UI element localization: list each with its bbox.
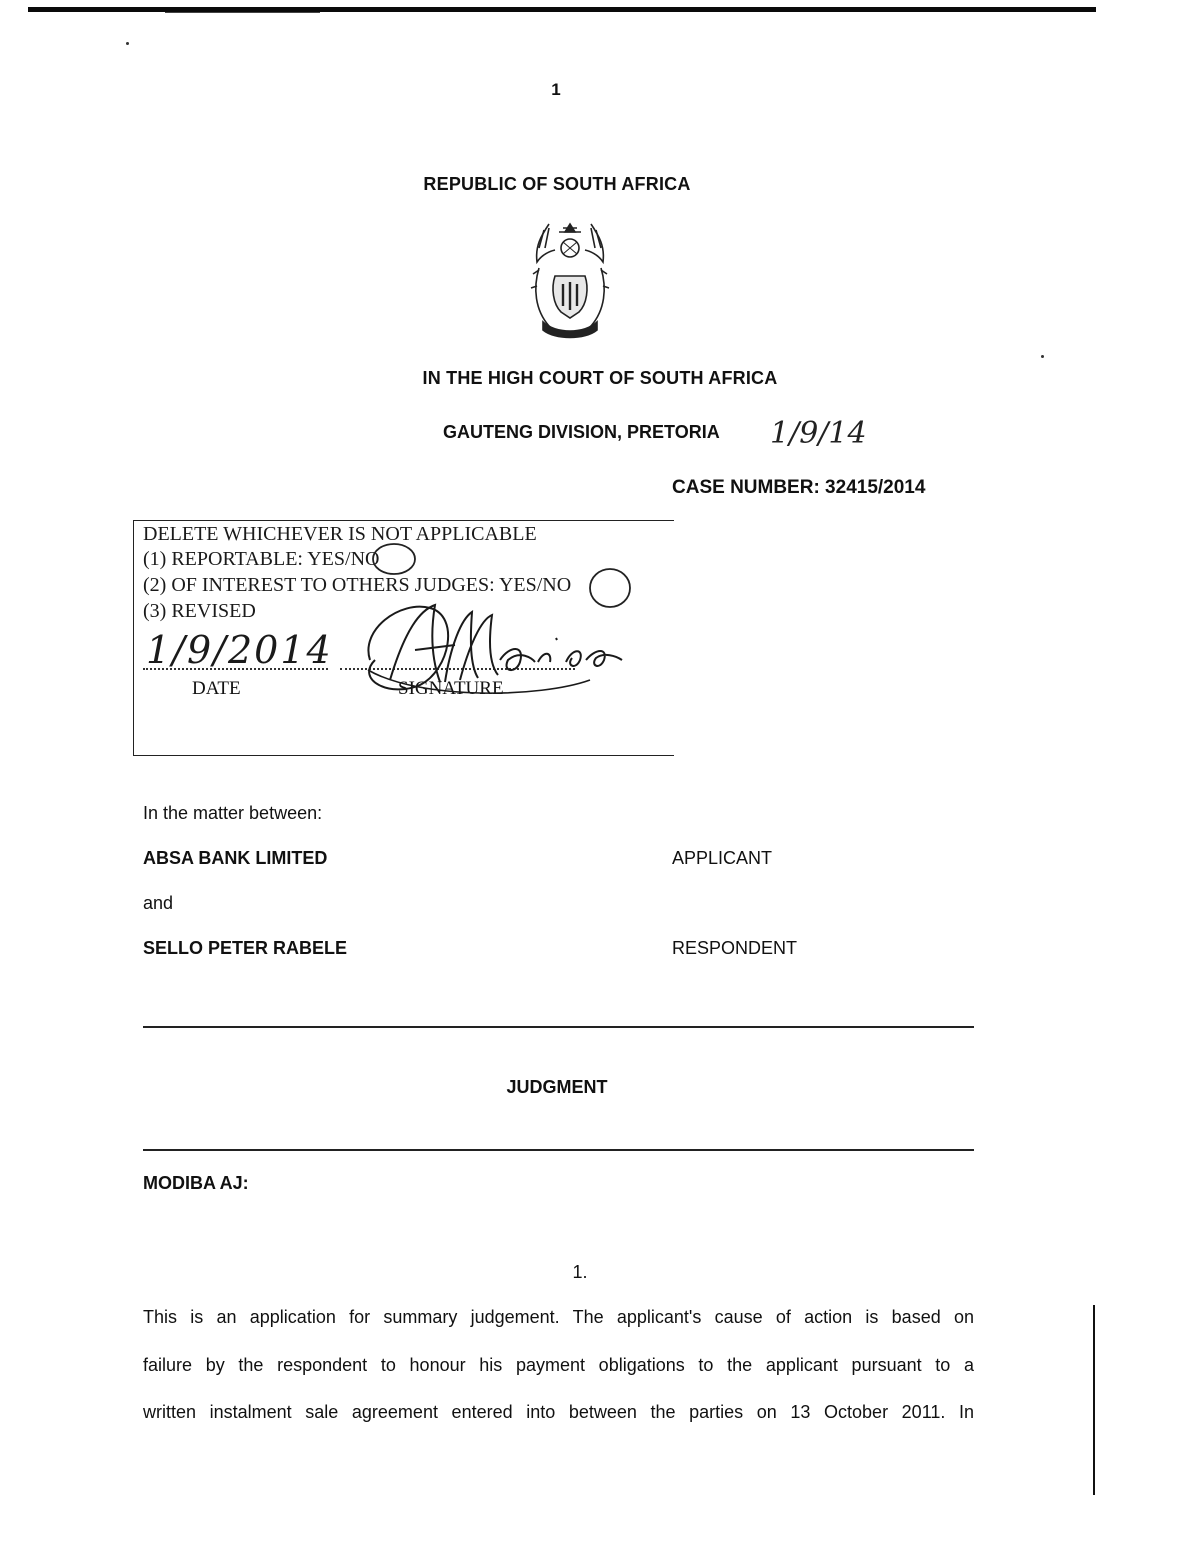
date-label: DATE — [192, 678, 241, 699]
notice-item-revised: (3) REVISED — [143, 600, 256, 622]
respondent-role: RESPONDENT — [672, 938, 798, 958]
judgment-top-rule — [143, 1026, 974, 1028]
respondent-name: SELLO PETER RABELE — [143, 938, 348, 958]
division-heading: GAUTENG DIVISION, PRETORIA — [443, 422, 720, 442]
applicant-name: ABSA BANK LIMITED — [143, 848, 328, 868]
paragraph-line: This is an application for summary judgement. The applicant's cause of action is based on — [143, 1307, 974, 1327]
matter-intro: In the matter between: — [143, 803, 323, 823]
scan-speck — [126, 42, 129, 45]
paragraph-line: failure by the respondent to honour his payment obligations to the applicant pursuant to a — [143, 1355, 974, 1375]
republic-heading: REPUBLIC OF SOUTH AFRICA — [423, 174, 691, 194]
top-border-thin-rule — [165, 12, 320, 13]
date-dotted-line — [143, 668, 328, 670]
scan-margin-mark — [1093, 1305, 1095, 1495]
handwritten-signature — [360, 590, 640, 705]
notice-heading: DELETE WHICHEVER IS NOT APPLICABLE — [143, 523, 537, 545]
court-heading: IN THE HIGH COURT OF SOUTH AFRICA — [422, 368, 778, 388]
signature-label: SIGNATURE — [398, 678, 504, 699]
applicant-role: APPLICANT — [672, 848, 773, 868]
page-number: 1 — [551, 80, 561, 99]
scan-speck — [1041, 355, 1044, 358]
judge-name: MODIBA AJ: — [143, 1173, 249, 1193]
coat-of-arms-emblem — [519, 218, 621, 342]
notice-item-reportable: (1) REPORTABLE: YES/NO — [143, 548, 380, 570]
notice-item-interest: (2) OF INTEREST TO OTHERS JUDGES: YES/NO — [143, 574, 572, 596]
judgment-heading: JUDGMENT — [506, 1077, 608, 1097]
paragraph-number: 1. — [572, 1262, 588, 1282]
case-number: CASE NUMBER: 32415/2014 — [672, 477, 926, 498]
no-circle-mark-1 — [370, 540, 420, 576]
paragraph-line: written instalment sale agreement entered into between the parties on 13 October 2011. In — [143, 1402, 974, 1422]
handwritten-header-date: 1/9/14 — [770, 416, 867, 451]
judgment-bottom-rule — [143, 1149, 974, 1151]
handwritten-signing-date: 1/9/2014 — [146, 628, 333, 672]
parties-conjunction: and — [143, 893, 174, 913]
